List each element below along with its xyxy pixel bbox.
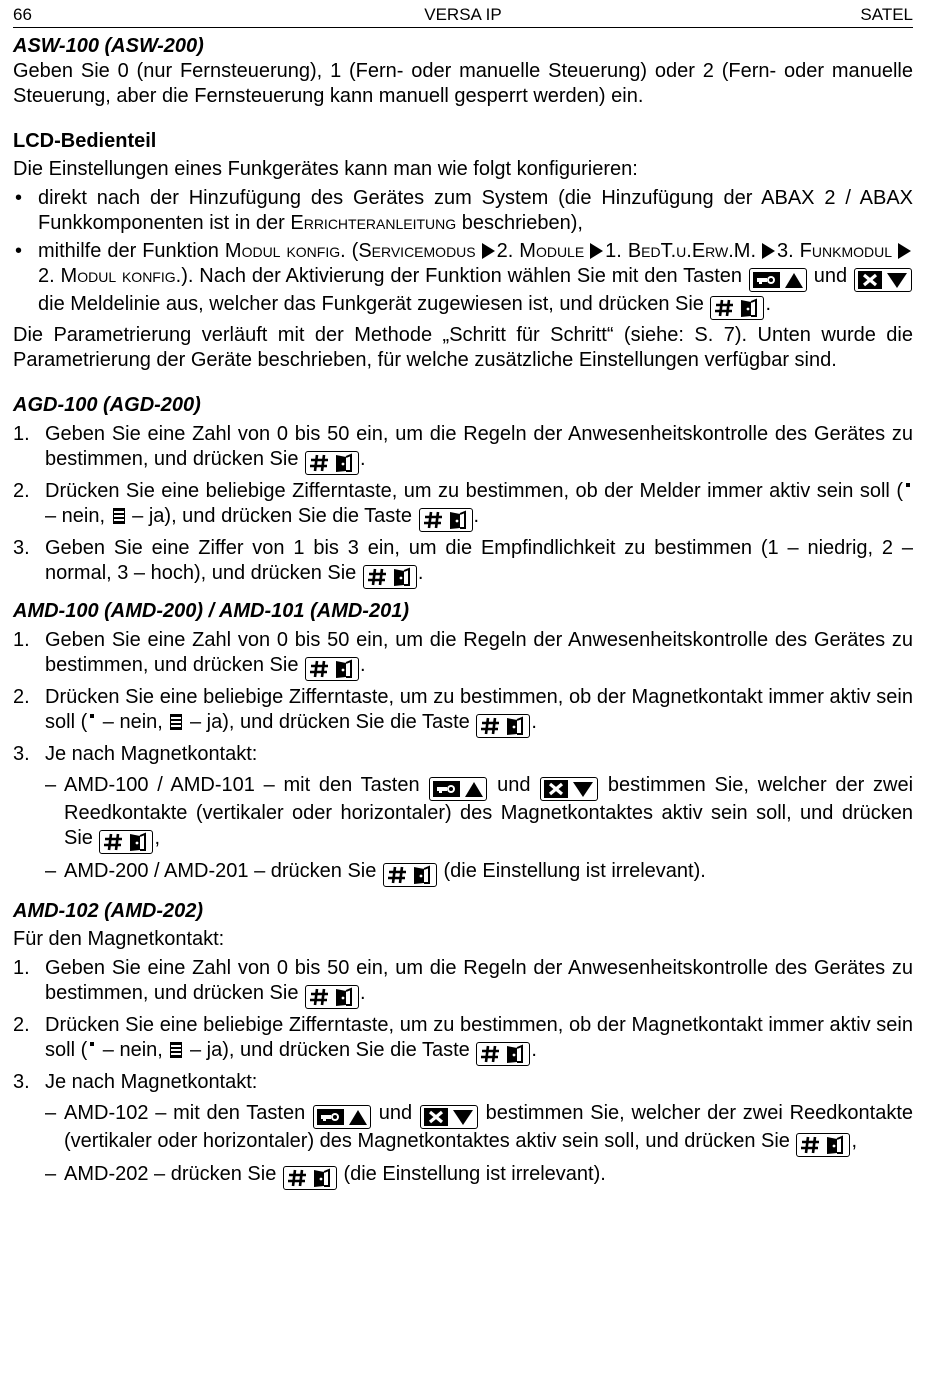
list-item <box>13 956 913 1009</box>
sub-text: , <box>154 827 161 849</box>
asw-text: Geben Sie 0 (nur Fernsteuerung), 1 (Fern- oder manuelle Steuerung) oder 2 (Fern- oder manuelle Steuerung, aber die Fernsteuerung kann manuell gesperrt werden) ein. <box>13 60 913 107</box>
hash-door-key-icon <box>710 296 764 320</box>
step-number: 1. <box>13 957 30 979</box>
sub-text: bestimmen Sie, welcher der zwei Reedkontakte (vertikaler oder horizontaler) des Magnetkontaktes aktiv sein soll, und drücken Sie <box>64 774 914 849</box>
step-number: 2. <box>13 686 30 708</box>
step-text: . <box>531 711 537 733</box>
step-number: 3. <box>13 537 30 559</box>
step-number: 2. <box>13 1014 30 1036</box>
hash-door-key-icon <box>476 714 530 738</box>
list-item <box>13 742 913 887</box>
amd2-steps <box>13 956 913 1190</box>
lcd-bullet-list <box>13 186 913 320</box>
agd-steps <box>13 422 913 589</box>
step-text: Drücken Sie eine beliebige Zifferntaste, um zu bestimmen, ob der Melder immer aktiv sein soll ( <box>45 480 903 502</box>
key-up-arrow-icon <box>749 268 807 292</box>
list-item <box>45 1162 913 1190</box>
hash-door-key-icon <box>283 1166 337 1190</box>
document-page <box>13 0 913 1190</box>
step-text: Drücken Sie eine beliebige Zifferntaste, um zu bestimmen, ob der Magnetkontakt immer aktiv sein soll ( <box>45 686 913 733</box>
block-symbol-icon <box>170 714 182 730</box>
list-item <box>13 685 913 738</box>
bullet-text: die Meldelinie aus, welcher das Funkgerät zugewiesen ist, und drücken Sie <box>38 293 710 315</box>
amd1-heading: AMD-100 (AMD-200) / AMD-101 (AMD-201) <box>13 600 409 622</box>
sub-text: AMD-102 – mit den Tasten <box>64 1102 312 1124</box>
menu-path-item: 2. Module <box>496 240 585 262</box>
step-text: Je nach Magnetkontakt: <box>45 743 258 765</box>
hash-door-key-icon <box>383 863 437 887</box>
triangle-right-icon <box>898 243 911 259</box>
agd-heading: AGD-100 (AGD-200) <box>13 394 201 416</box>
step-text: Geben Sie eine Zahl von 0 bis 50 ein, um die Regeln der Anwesenheitskontrolle des Gerätes zu bestimmen, und drücken Sie <box>45 423 913 470</box>
step-number: 3. <box>13 1071 30 1093</box>
step-text: Je nach Magnetkontakt: <box>45 1071 258 1093</box>
list-item <box>45 859 913 887</box>
step-text: – ja), und drücken Sie die Taste <box>184 1039 476 1061</box>
hash-door-key-icon <box>305 451 359 475</box>
lcd-intro: Die Einstellungen eines Funkgerätes kann man wie folgt konfigurieren: <box>13 158 638 180</box>
triangle-right-icon <box>482 243 495 259</box>
triangle-right-icon <box>762 243 775 259</box>
step-text: Geben Sie eine Zahl von 0 bis 50 ein, um die Regeln der Anwesenheitskontrolle des Gerätes zu bestimmen, und drücken Sie <box>45 957 913 1004</box>
step-number: 1. <box>13 629 30 651</box>
step-text: Geben Sie eine Zahl von 0 bis 50 ein, um die Regeln der Anwesenheitskontrolle des Gerätes zu bestimmen, und drücken Sie <box>45 629 913 676</box>
amd2-sub-list <box>45 1101 913 1190</box>
step-text: Drücken Sie eine beliebige Zifferntaste, um zu bestimmen, ob der Magnetkontakt immer aktiv sein soll ( <box>45 1014 913 1061</box>
lcd-outro: Die Parametrierung verläuft mit der Methode „Schritt für Schritt“ (siehe: S. 7). Unten wurde die Parametrierung der Geräte beschrieben, für welche zusätzliche Einstellungen verfügbar sind. <box>13 324 913 371</box>
sub-text: AMD-100 / AMD-101 – mit den Tasten <box>64 774 429 796</box>
hash-door-key-icon <box>363 565 417 589</box>
step-text: . <box>417 562 424 584</box>
step-text: . <box>360 654 366 676</box>
bullet-text: und <box>807 265 854 287</box>
page-header <box>13 4 913 28</box>
block-symbol-icon <box>170 1042 182 1058</box>
list-item <box>45 1101 913 1157</box>
asw-heading: ASW-100 (ASW-200) <box>13 35 204 57</box>
amd2-intro: Für den Magnetkontakt: <box>13 928 225 950</box>
step-text: – ja), und drücken Sie die Taste <box>184 711 476 733</box>
step-text: – nein, <box>45 505 111 527</box>
list-item <box>13 1013 913 1066</box>
sub-text: und <box>372 1102 419 1124</box>
dot-symbol-icon <box>90 1042 94 1046</box>
menu-path-item: 1. BedT.u.Erw.M. <box>605 240 757 262</box>
hash-door-key-icon <box>305 657 359 681</box>
sub-text: AMD-202 – drücken Sie <box>64 1163 282 1185</box>
x-down-arrow-icon <box>420 1105 478 1129</box>
step-text: – ja), und drücken Sie die Taste <box>126 505 418 527</box>
step-number: 2. <box>13 480 30 502</box>
hash-door-key-icon <box>419 508 473 532</box>
list-item <box>13 479 913 532</box>
list-item <box>13 628 913 681</box>
menu-path-item: 2. Modul konfig. <box>38 265 182 287</box>
bullet-text: ). <box>181 265 194 287</box>
sub-text: AMD-200 / AMD-201 – drücken Sie <box>64 860 382 882</box>
document-title: VERSA IP <box>424 5 502 24</box>
bullet-text: . <box>765 293 772 315</box>
sub-text: , <box>851 1130 858 1152</box>
bullet-text: direkt nach der Hinzufügung des Gerätes zum System (die Hinzufügung der ABAX 2 / ABAX Funkkomponenten ist in der <box>38 187 913 234</box>
x-down-arrow-icon <box>854 268 912 292</box>
list-item <box>13 422 913 475</box>
dot-symbol-icon <box>906 483 910 487</box>
hash-door-key-icon <box>796 1133 850 1157</box>
triangle-right-icon <box>590 243 603 259</box>
bullet-text: mithilfe der Funktion <box>38 240 225 262</box>
list-item <box>13 1070 913 1190</box>
bullet-text: beschrieben), <box>456 212 583 234</box>
step-number: 1. <box>13 423 30 445</box>
list-item <box>13 186 913 236</box>
page-number: 66 <box>13 5 32 24</box>
lcd-heading: LCD-Bedienteil <box>13 130 157 152</box>
list-item <box>45 773 913 854</box>
hash-door-key-icon <box>99 830 153 854</box>
step-text: . <box>531 1039 537 1061</box>
brand-name: SATEL <box>860 5 913 24</box>
key-up-arrow-icon <box>429 777 487 801</box>
bullet-text: ( <box>345 240 359 262</box>
sub-text: und <box>488 774 540 796</box>
sub-text: (die Einstellung ist irrelevant). <box>337 1163 606 1185</box>
hash-door-key-icon <box>476 1042 530 1066</box>
list-item <box>13 239 913 320</box>
function-name: Modul konfig. <box>224 240 346 262</box>
step-text: . <box>473 505 480 527</box>
manual-reference: Errichteranleitung <box>290 212 457 234</box>
hash-door-key-icon <box>305 985 359 1009</box>
key-up-arrow-icon <box>313 1105 371 1129</box>
x-down-arrow-icon <box>540 777 598 801</box>
amd2-heading: AMD-102 (AMD-202) <box>13 900 204 922</box>
block-symbol-icon <box>113 508 125 524</box>
dot-symbol-icon <box>90 714 94 718</box>
step-text: – nein, <box>97 711 169 733</box>
amd1-sub-list <box>45 773 913 887</box>
bullet-text: Nach der Aktivierung der Funktion wählen Sie mit den Tasten <box>193 265 748 287</box>
sub-text: bestimmen Sie, welcher der zwei Reedkontakte (vertikaler oder horizontaler) des Magnetkontaktes aktiv sein soll, und drücken Sie <box>64 1102 913 1152</box>
step-text: . <box>360 982 366 1004</box>
step-text: . <box>360 448 366 470</box>
amd1-steps <box>13 628 913 887</box>
sub-text: (die Einstellung ist irrelevant). <box>437 860 706 882</box>
list-item <box>13 536 913 589</box>
menu-path-item: 3. Funkmodul <box>777 240 893 262</box>
step-text: Geben Sie eine Ziffer von 1 bis 3 ein, um die Empfindlichkeit zu bestimmen (1 – niedrig, 2 – normal, 3 – hoch), und drücken Sie <box>45 537 913 584</box>
menu-path-item: Servicemodus <box>358 240 476 262</box>
step-text: – nein, <box>97 1039 169 1061</box>
step-number: 3. <box>13 743 30 765</box>
